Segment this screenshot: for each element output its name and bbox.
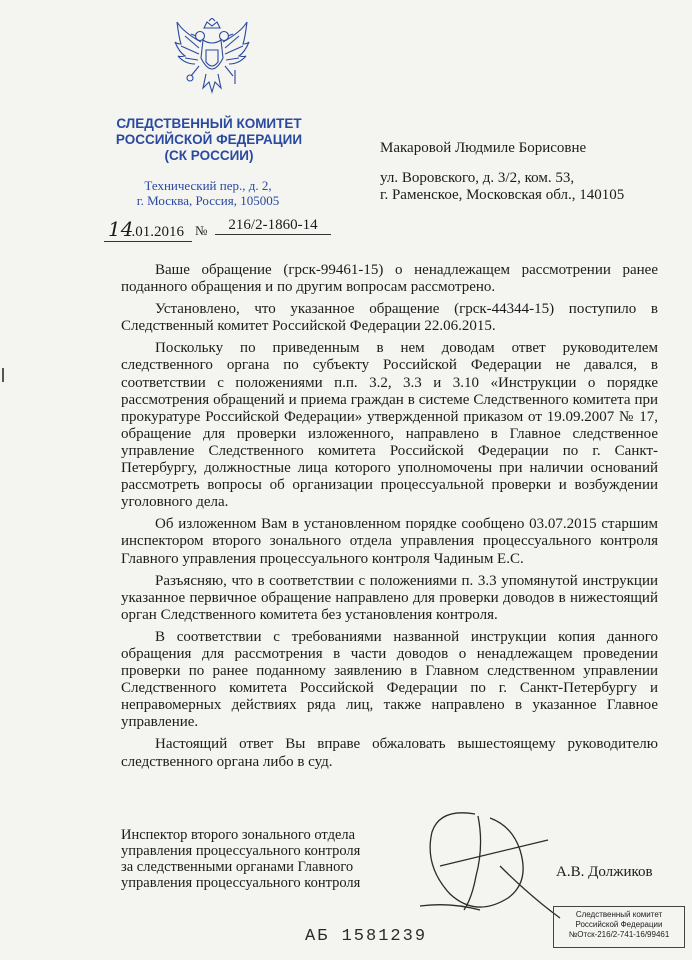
stamp-line-2: Российской Федерации xyxy=(575,920,663,929)
org-line-1: СЛЕДСТВЕННЫЙ КОМИТЕТ xyxy=(116,116,302,131)
registration-stamp xyxy=(553,906,685,948)
org-address-line-1: Технический пер., д. 2, xyxy=(144,178,272,193)
recipient-address-line-1: ул. Воровского, д. 3/2, ком. 53, xyxy=(380,170,575,186)
double-headed-eagle-emblem-icon xyxy=(173,18,251,108)
signer-title-line-2: управления процессуального контроля xyxy=(121,843,361,859)
body-paragraph-1: Ваше обращение (грск-99461-15) о ненадлежащем рассмотрении ранее поданного обращения и по другим вопросам рассмотрено. xyxy=(121,262,658,296)
letter-date xyxy=(104,217,192,242)
body-paragraph-5: Разъясняю, что в соответствии с положениями п. 3.3 упомянутой инструкции указанное первичное обращение направлено для проверки доводов в нижестоящий орган Следственного комитета без установления контроля. xyxy=(121,572,658,623)
body-paragraph-6: В соответствии с требованиями названной инструкции копия данного обращения для рассмотрения в части доводов о ненадлежащем проведении проверки по ранее поданному заявлению в Главном следственном управлении Следственного комитета Российской Федерации по г. Санкт-Петербургу и неправомерных действиях ряда лиц, также направлено в указанное Главное управление. xyxy=(121,628,658,731)
signer-title xyxy=(121,827,360,891)
recipient-name: Макаровой Людмиле Борисовне xyxy=(380,140,587,156)
recipient-address-line-2: г. Раменское, Московская обл., 140105 xyxy=(380,187,625,203)
signer-name: А.В. Должиков xyxy=(556,864,653,880)
handwritten-signature xyxy=(380,806,565,926)
stamp-line-1: Следственный комитет xyxy=(575,910,663,919)
letter-body xyxy=(121,262,658,776)
body-paragraph-4: Об изложенном Вам в установленном порядке сообщено 03.07.2015 старшим инспектором второго зонального отдела управления процессуального контроля Главного управления процессуального контроля Чадиным Е.С. xyxy=(121,516,658,567)
signer-title-line-1: Инспектор второго зонального отдела xyxy=(121,827,356,843)
recipient-block xyxy=(380,140,624,204)
number-sign: № xyxy=(195,223,208,238)
handwritten-day: 14 xyxy=(108,217,134,241)
outgoing-number: 216/2-1860-14 xyxy=(215,217,331,235)
signer-title-line-4: управления процессуального контроля xyxy=(121,875,361,891)
binding-mark xyxy=(2,368,4,382)
organization-address xyxy=(110,178,306,208)
form-serial-number: АБ 1581239 xyxy=(305,927,428,946)
body-paragraph-2: Установлено, что указанное обращение (грск-44344-15) поступило в Следственный комитет Российской Федерации 22.06.2015. xyxy=(121,301,658,335)
printed-date: .01.2016 xyxy=(131,224,184,240)
signer-title-line-3: за следственными органами Главного xyxy=(121,859,354,875)
body-paragraph-3: Поскольку по приведенным в нем доводам ответ руководителем следственного органа по субъекту Российской Федерации не давался, в соответствии с положениями п.п. 3.2, 3.3 и 3.10 «Инструкции о порядке рассмотрения обращений и приема граждан в системе Следственного комитета при прокуратуре Российской Федерации» утвержденной приказом от 19.09.2007 № 17, обращение для проверки изложенного, направлено в Главное следственное управление Следственного комитета Российской Федерации по г. Санкт-Петербургу, должностные лица которого уполномочены при наличии оснований рассмотреть вопросы об организации процессуальной проверки и возбуждении уголовного дела. xyxy=(121,340,658,511)
org-line-3: (СК РОССИИ) xyxy=(164,148,254,163)
issuing-organization xyxy=(96,116,322,164)
body-paragraph-7: Настоящий ответ Вы вправе обжаловать вышестоящему руководителю следственного органа либо в суд. xyxy=(121,736,658,770)
org-line-2: РОССИЙСКОЙ ФЕДЕРАЦИИ xyxy=(115,132,303,147)
org-address-line-2: г. Москва, Россия, 105005 xyxy=(136,193,280,208)
stamp-line-3: №Отск-216/2-741-16/99461 xyxy=(568,930,670,939)
